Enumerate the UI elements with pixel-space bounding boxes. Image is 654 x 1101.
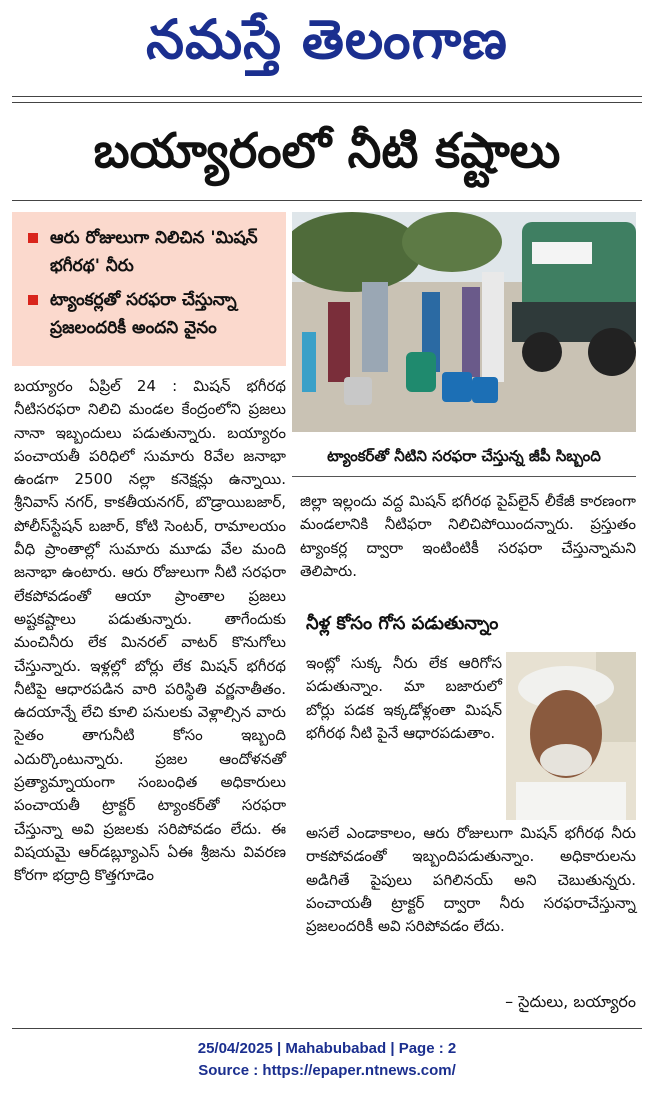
quote-text-continued: అసలే ఎండాకాలం, ఆరు రోజులుగా మిషన్ భగీరథ నీరు రాకపోవడంతో ఇబ్బందిపడుతున్నాం. అధికారులను అడిగితే పైపులు పగిలినయ్ అని చెబుతున్నరు. పంచాయతీ ట్రాక్టర్ ద్వారా నీరు సరఫరాచేస్తున్నా ప్రజలందరికీ అవి సరిపోవడం లేదు. bbox=[306, 824, 636, 936]
divider bbox=[12, 1028, 642, 1029]
source-link[interactable]: Source : https://epaper.ntnews.com/ bbox=[198, 1062, 456, 1079]
masthead-title: నమస్తే తెలంగాణ bbox=[146, 8, 508, 71]
elderly-man-image bbox=[506, 652, 636, 820]
headline: బయ్యారంలో నీటి కష్టాలు bbox=[93, 123, 561, 179]
bullet-icon bbox=[28, 233, 38, 243]
highlight-text: ఆరు రోజులుగా నిలిచిన 'మిషన్ భగీరథ' నీరు bbox=[50, 228, 258, 276]
article-body-column-1: బయ్యారం ఏప్రిల్ 24 : మిషన్ భగీరథ నీటిసరఫరా నిలిచి మండల కేంద్రంలోని ప్రజలు నానా ఇబ్బందులు పడుతున్నారు. బయ్యారం పంచాయతీ పరిధిలో సుమారు 8వేల జనాభా ఉండగా 2500 నల్లా కనెక్షన్లు ఉన్నాయి. శ్రీనివాస్ నగర్, కాకతీయనగర్, బొడ్రాయిబజార్, పోలీస్‌స్టేషన్ బజార్, కోటి సెంటర్, రామాలయం వీధి ప్రాంతాల్లో సుమారు మూడు వేల మంది జనాభా ఉంటారు. ఆరు రోజులుగా నీటి సరఫరా లేకపోవడంతో ఆయా ప్రాంతాల ప్రజలు అష్టకష్టాలు పడుతున్నారు. తాగేందుకు మంచినీరు లేక మినరల్ వాటర్ కొనుగోలు చేస్తున్నారు. ఇళ్లల్లో బోర్లు లేక మిషన్ భగీరథ నీటిపై ఆధారపడిన వారి పరిస్థితి వర్ణనాతీతం. ఉదయాన్నే లేచి కూలి పనులకు వెళ్లాల్సిన వారు సైతం తాగునీటి కోసం ఇబ్బంది ఎదుర్కొంటున్నారు. ప్రజల ఆందోళనతో ప్రత్యామ్నాయంగా సంబంధిత అధికారులు పంచాయతీ ట్రాక్టర్ ట్యాంకర్‌తో సరఫరా చేస్తున్నా అవి ప్రజలకు సరిపోవడం లేదు. ఈ విషయమై ఆర్‌డబ్ల్యూఎస్ ఏఈ శ్రీజను వివరణ కోరగా భద్రాద్రి కొత్తగూడెం bbox=[14, 377, 286, 885]
portrait-photo bbox=[506, 652, 636, 820]
divider bbox=[12, 102, 642, 103]
photo-caption: ట్యాంకర్‌తో నీటిని సరఫరా చేస్తున్న జీపీ సిబ్బంది bbox=[292, 436, 636, 477]
divider bbox=[12, 200, 642, 201]
highlight-box bbox=[12, 212, 286, 366]
highlight-text: ట్యాంకర్లతో సరఫరా చేస్తున్నా ప్రజలందరికీ అందని వైనం bbox=[50, 290, 237, 338]
quote-text: ఇంట్లో సుక్క నీరు లేక ఆరిగోస పడుతున్నాం. మా బజారులో బోర్లు పడక ఇక్కడోళ్లంతా మిషన్ భగీరథ నీటి పైనే ఆధారపడుతాం. bbox=[306, 654, 502, 742]
news-photo bbox=[292, 212, 636, 432]
edition-info: 25/04/2025 | Mahabubabad | Page : 2 bbox=[197, 1040, 457, 1057]
byline-signature: – సైదులు, బయ్యారం bbox=[505, 992, 636, 1011]
divider bbox=[12, 96, 642, 97]
tanker-scene-image bbox=[292, 212, 636, 432]
subheading: నీళ్ల కోసం గోస పడుతున్నాం bbox=[306, 613, 499, 634]
article-body-column-2: జిల్లా ఇల్లందు వద్ద మిషన్ భగీరథ పైప్‌లైన్ లీకేజీ కారణంగా మండలానికి నీటిఫరా నిలిచిపోయిందన్నారు. ప్రస్తుతం ట్యాంకర్ల ద్వారా ఇంటింటికీ సరఫరా చేస్తున్నామని తెలిపారు. bbox=[300, 492, 636, 580]
highlight-item bbox=[26, 286, 276, 342]
highlight-item bbox=[26, 224, 276, 280]
bullet-icon bbox=[28, 295, 38, 305]
